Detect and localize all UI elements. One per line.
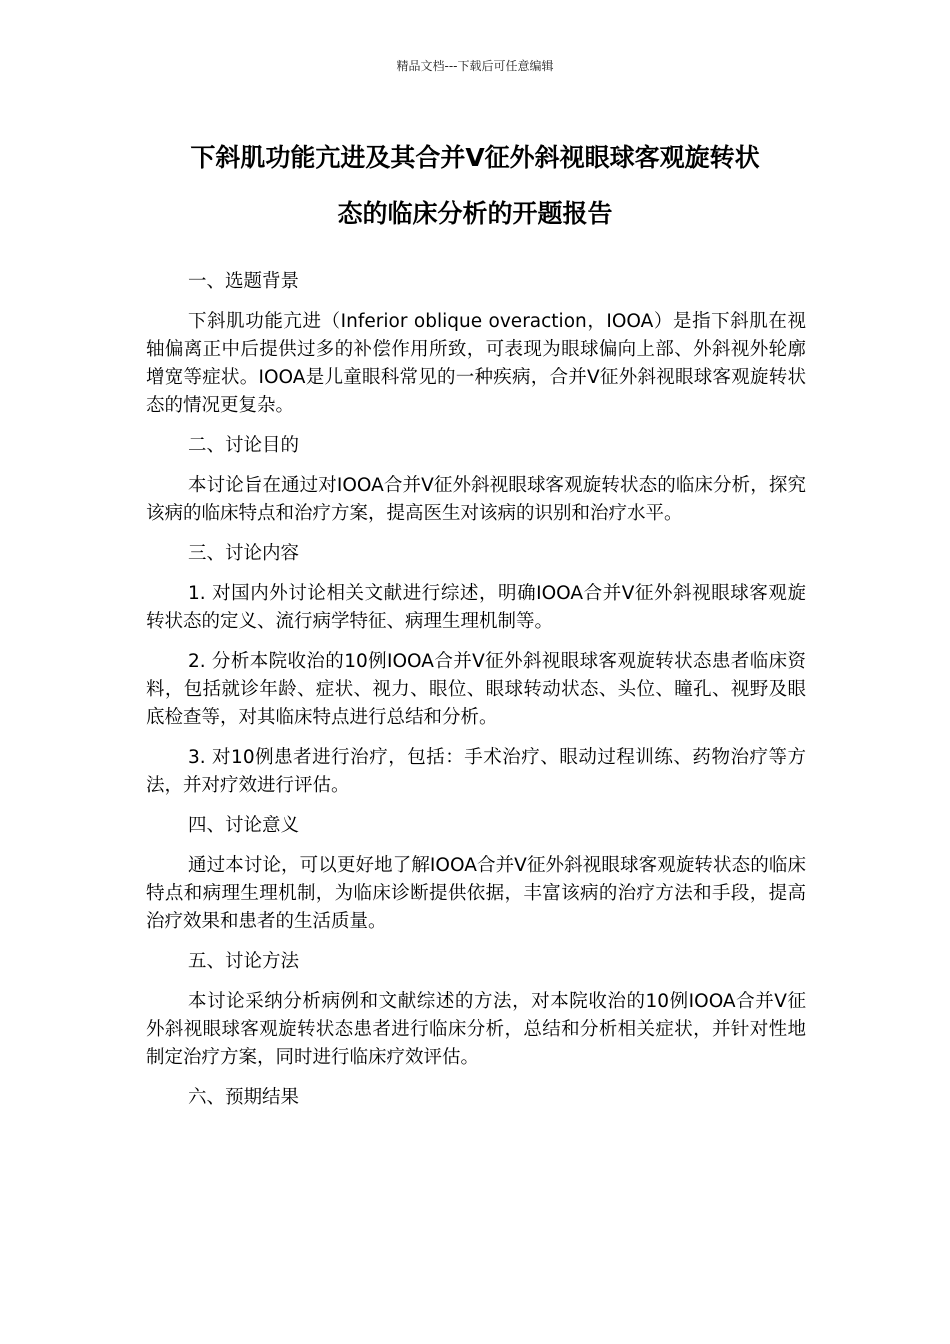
body-paragraph: 下斜肌功能亢进（Inferior oblique overaction，IOOA）是指下斜肌在视轴偏离正中后提供过多的补偿作用所致，可表现为眼球偏向上部、外斜视外轮廓增宽等症状。IOOA是儿童眼科常见的一种疾病，合并Ⅴ征外斜视眼球客观旋转状态的情况更复杂。 (146, 311, 806, 416)
list-item-paragraph: 1. 对国内外讨论相关文献进行综述，明确IOOA合并Ⅴ征外斜视眼球客观旋转状态的定义、流行病学特征、病理生理机制等。 (146, 583, 806, 632)
list-item-paragraph: 3. 对10例患者进行治疗，包括：手术治疗、眼动过程训练、药物治疗等方法，并对疗效进行评估。 (146, 747, 806, 796)
document-body (146, 268, 806, 1124)
section-purpose (146, 432, 806, 528)
body-paragraph: 本讨论旨在通过对IOOA合并Ⅴ征外斜视眼球客观旋转状态的临床分析，探究该病的临床特点和治疗方案，提高医生对该病的识别和治疗水平。 (146, 475, 806, 524)
section-heading: 二、讨论目的 (188, 435, 300, 456)
document-title-line-2: 态的临床分析的开题报告 (337, 199, 613, 228)
header-note: 精品文档---下载后可任意编辑 (396, 59, 554, 73)
section-heading: 一、选题背景 (188, 271, 300, 292)
section-heading: 四、讨论意义 (188, 815, 300, 836)
document-title-line-1: 下斜肌功能亢进及其合并Ⅴ征外斜视眼球客观旋转状 (190, 143, 760, 172)
list-item-paragraph: 2. 分析本院收治的10例IOOA合并Ⅴ征外斜视眼球客观旋转状态患者临床资料，包括就诊年龄、症状、视力、眼位、眼球转动状态、头位、瞳孔、视野及眼底检查等，对其临床特点进行总结和分析。 (146, 651, 806, 728)
section-content (146, 540, 806, 800)
section-significance (146, 812, 806, 936)
section-background (146, 268, 806, 420)
section-heading: 五、讨论方法 (188, 951, 300, 972)
document-title (140, 130, 810, 242)
section-expected-results (146, 1084, 806, 1112)
body-paragraph: 通过本讨论，可以更好地了解IOOA合并Ⅴ征外斜视眼球客观旋转状态的临床特点和病理生理机制，为临床诊断提供依据，丰富该病的治疗方法和手段，提高治疗效果和患者的生活质量。 (146, 855, 806, 932)
section-heading: 三、讨论内容 (188, 543, 300, 564)
body-paragraph: 本讨论采纳分析病例和文献综述的方法，对本院收治的10例IOOA合并Ⅴ征外斜视眼球客观旋转状态患者进行临床分析，总结和分析相关症状，并针对性地制定治疗方案，同时进行临床疗效评估。 (146, 991, 806, 1068)
section-method (146, 948, 806, 1072)
section-heading: 六、预期结果 (188, 1087, 300, 1108)
